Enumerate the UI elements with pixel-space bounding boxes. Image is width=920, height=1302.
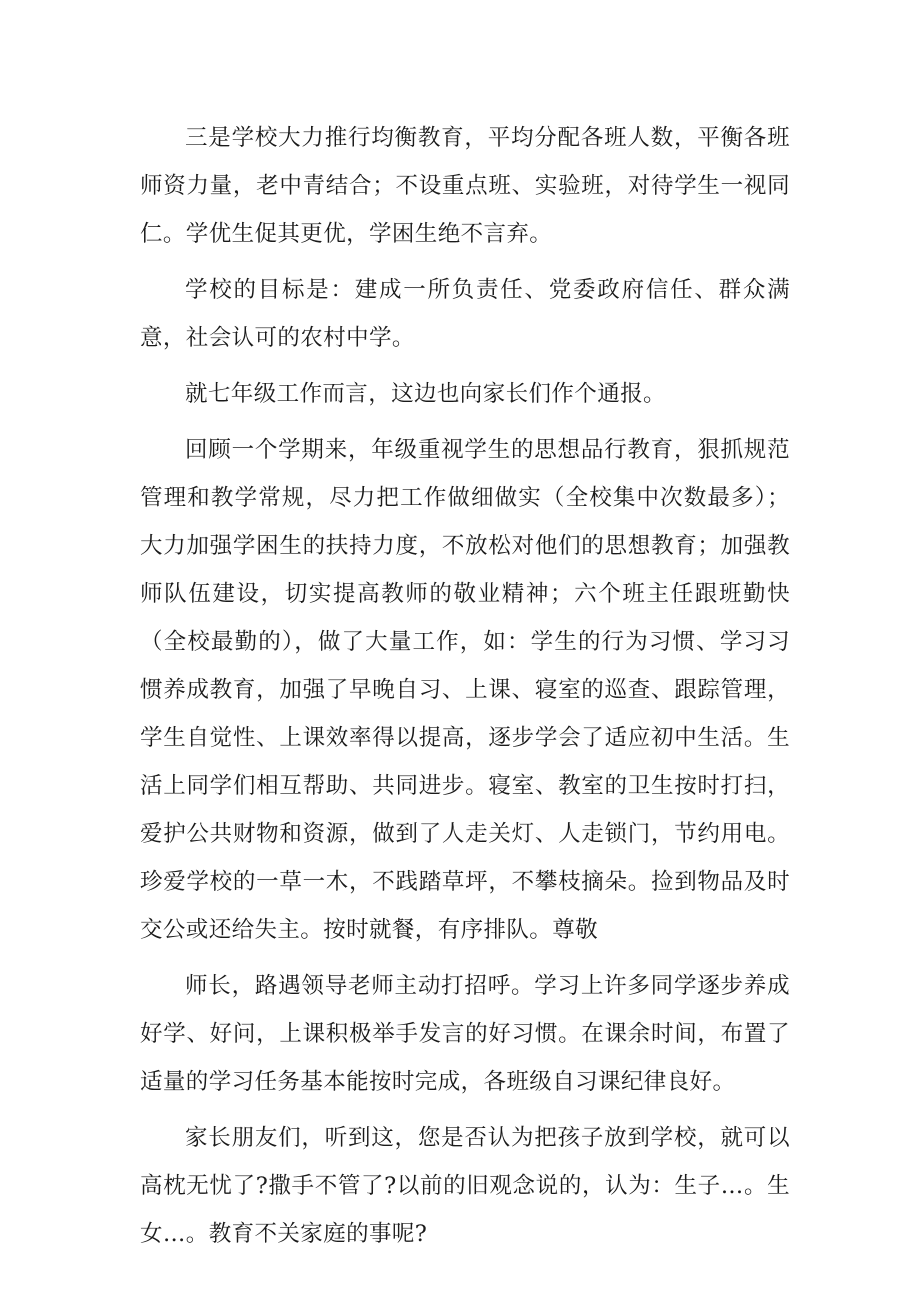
paragraph-balanced-education: 三是学校大力推行均衡教育，平均分配各班人数，平衡各班师资力量，老中青结合；不设重点班、实验班，对待学生一视同仁。学优生促其更优，学困生绝不言弃。 — [140, 125, 790, 247]
paragraph-grade-seven-intro: 就七年级工作而言，这边也向家长们作个通报。 — [185, 381, 666, 407]
paragraph-semester-review: 回顾一个学期来，年级重视学生的思想品行教育，狠抓规范管理和教学常规，尽力把工作做细做实（全校集中次数最多）；大力加强学困生的扶持力度，不放松对他们的思想教育；加强教师队伍建设，切实提高教师的敬业精神；六个班主任跟班勤快（全校最勤的），做了大量工作，如：学生的行为习惯、学习习惯养成教育，加强了早晚自习、上课、寝室的巡查、跟踪管理，学生自觉性、上课效率得以提高，逐步学会了适应初中生活。生活上同学们相互帮助、共同进步。寝室、教室的卫生按时打扫，爱护公共财物和资源，做到了人走关灯、人走锁门，节约用电。珍爱学校的一草一木，不践踏草坪，不攀枝摘朵。捡到物品及时交公或还给失主。按时就餐，有序排队。尊敬 — [140, 437, 790, 943]
paragraph-school-goal: 学校的目标是：建成一所负责任、党委政府信任、群众满意，社会认可的农村中学。 — [140, 277, 790, 351]
paragraph-parents-question: 家长朋友们，听到这，您是否认为把孩子放到学校，就可以高枕无忧了?撒手不管了?以前的旧观念说的，认为：生子…。生女…。教育不关家庭的事呢? — [140, 1125, 790, 1247]
document-body — [140, 114, 790, 1266]
paragraph-study-habits: 师长，路遇领导老师主动打招呼。学习上许多同学逐步养成好学、好问，上课积极举手发言的好习惯。在课余时间，布置了适量的学习任务基本能按时完成，各班级自习课纪律良好。 — [140, 973, 790, 1095]
